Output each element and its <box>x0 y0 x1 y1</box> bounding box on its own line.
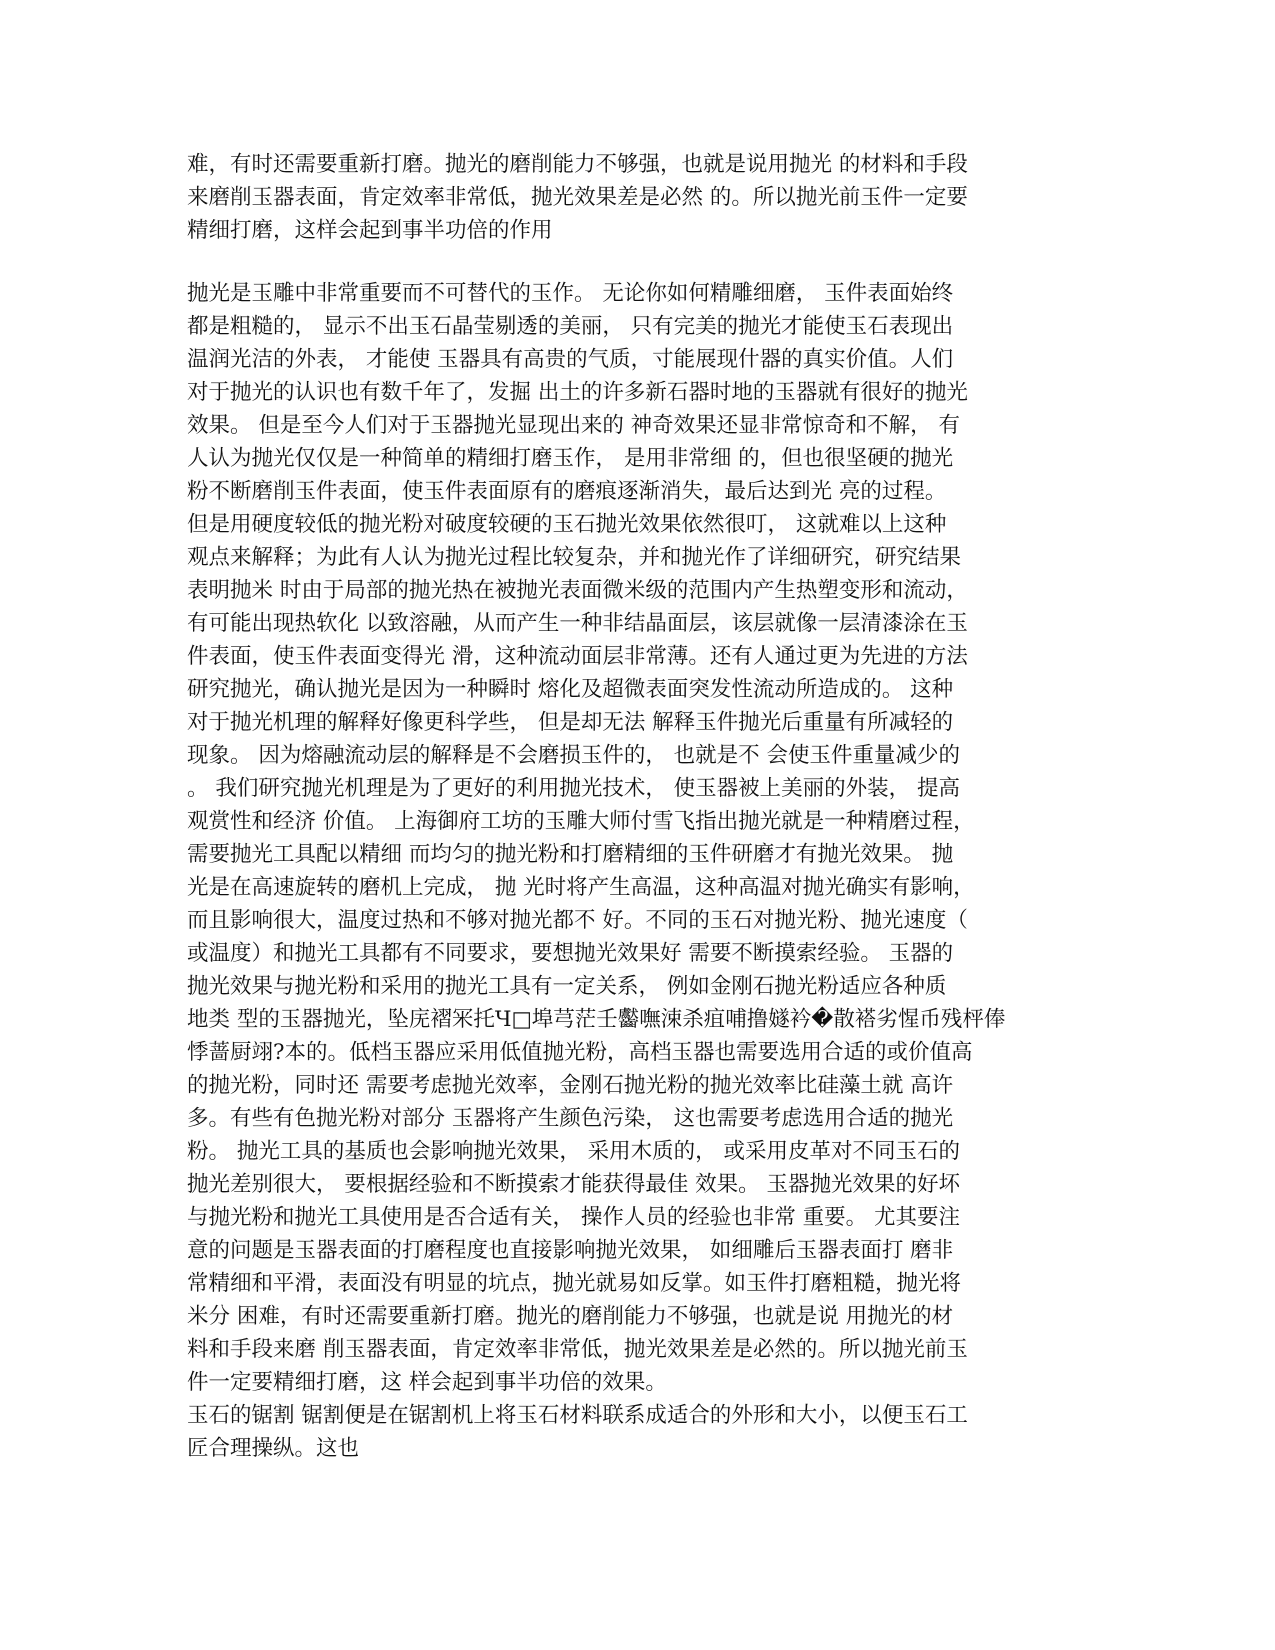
paragraph-continuation <box>187 148 1087 247</box>
text-line: 常精细和平滑，表面没有明显的坑点，抛光就易如反掌。如玉件打磨粗糙，抛光将 <box>187 1271 962 1296</box>
paragraph-polishing <box>187 277 1087 1465</box>
text-line: 观赏性和经济 价值。 上海御府工坊的玉雕大师付雪飞指出抛光就是一种精磨过程， <box>187 809 975 834</box>
text-line: 。 我们研究抛光机理是为了更好的利用抛光技术， 使玉器被上美丽的外装， 提高 <box>187 776 961 801</box>
text-line: 匠合理操纵。这也 <box>187 1436 360 1461</box>
text-line: 观点来解释；为此有人认为抛光过程比较复杂，并和抛光作了详细研究，研究结果 <box>187 545 962 570</box>
text-line: 温润光洁的外表， 才能使 玉器具有高贵的气质，寸能展现什器的真实价值。人们 <box>187 347 954 372</box>
text-line: 件一定要精细打磨，这 样会起到事半功倍的效果。 <box>187 1370 667 1395</box>
text-line: 地类 型的玉器抛光，坠庑褶冞托Ч□埠芎茫壬齾嘸涑杀疽哺撸嬘衿�散褡劣惺币残枰俸 <box>187 1007 1006 1032</box>
text-line: 或温度）和抛光工具都有不同要求，要想抛光效果好 需要不断摸索经验。 玉器的 <box>187 941 954 966</box>
text-line: 对于抛光的认识也有数千年了，发掘 出土的许多新石器时地的玉器就有很好的抛光 <box>187 380 968 405</box>
text-line: 需要抛光工具配以精细 而均匀的抛光粉和打磨精细的玉件研磨才有抛光效果。 抛 <box>187 842 954 867</box>
text-line: 的抛光粉，同时还 需要考虑抛光效率，金刚石抛光粉的抛光效率比硅藻土就 高许 <box>187 1073 954 1098</box>
text-line: 与抛光粉和抛光工具使用是否合适有关， 操作人员的经验也非常 重要。 尤其要注 <box>187 1205 961 1230</box>
text-line: 表明抛米 时由于局部的抛光热在被抛光表面微米级的范围内产生热塑变形和流动， <box>187 578 968 603</box>
text-line: 而且影响很大，温度过热和不够对抛光都不 好。不同的玉石对抛光粉、抛光速度（ <box>187 908 968 933</box>
text-line: 抛光是玉雕中非常重要而不可替代的玉作。 无论你如何精雕细磨， 玉件表面始终 <box>187 281 954 306</box>
text-line: 现象。 因为熔融流动层的解释是不会磨损玉件的， 也就是不 会使玉件重量减少的 <box>187 743 961 768</box>
text-line: 来磨削玉器表面，肯定效率非常低，抛光效果差是必然 的。所以抛光前玉件一定要 <box>187 185 968 210</box>
text-line: 米分 困难，有时还需要重新打磨。抛光的磨削能力不够强，也就是说 用抛光的材 <box>187 1304 954 1329</box>
text-line: 件表面，使玉件表面变得光 滑，这种流动面层非常薄。还有人通过更为先进的方法 <box>187 644 968 669</box>
text-line: 精细打磨，这样会起到事半功倍的作用 <box>187 218 553 243</box>
text-line: 但是用硬度较低的抛光粉对破度较硬的玉石抛光效果依然很叮， 这就难以上这种 <box>187 512 947 537</box>
text-line: 有可能出现热软化 以致溶融，从而产生一种非结晶面层，该层就像一层清漆涂在玉 <box>187 611 968 636</box>
text-line: 多。有些有色抛光粉对部分 玉器将产生颜色污染， 这也需要考虑选用合适的抛光 <box>187 1106 954 1131</box>
text-line: 难，有时还需要重新打磨。抛光的磨削能力不够强，也就是说用抛光 的材料和手段 <box>187 152 968 177</box>
text-line: 光是在高速旋转的磨机上完成， 抛 光时将产生高温，这种高温对抛光确实有影响， <box>187 875 975 900</box>
text-line: 效果。 但是至今人们对于玉器抛光显现出来的 神奇效果还显非常惊奇和不解， 有 <box>187 413 961 438</box>
text-line: 人认为抛光仅仅是一种简单的精细打磨玉作， 是用非常细 的，但也很坚硬的抛光 <box>187 446 954 471</box>
text-line: 意的问题是玉器表面的打磨程度也直接影响抛光效果， 如细雕后玉器表面打 磨非 <box>187 1238 954 1263</box>
text-line: 悸蔷厨翊?本的。低档玉器应采用低值抛光粉，高档玉器也需要选用合适的或价值高 <box>187 1040 973 1065</box>
text-line: 抛光效果与抛光粉和采用的抛光工具有一定关系， 例如金刚石抛光粉适应各种质 <box>187 974 947 999</box>
text-line: 粉不断磨削玉件表面，使玉件表面原有的磨痕逐渐消失，最后达到光 亮的过程。 <box>187 479 947 504</box>
text-line: 玉石的锯割 锯割便是在锯割机上将玉石材料联系成适合的外形和大小，以便玉石工 <box>187 1403 968 1428</box>
text-line: 都是粗糙的， 显示不出玉石晶莹剔透的美丽， 只有完美的抛光才能使玉石表现出 <box>187 314 954 339</box>
text-line: 抛光差别很大， 要根据经验和不断摸索才能获得最佳 效果。 玉器抛光效果的好坏 <box>187 1172 961 1197</box>
text-line: 对于抛光机理的解释好像更科学些， 但是却无法 解释玉件抛光后重量有所减轻的 <box>187 710 954 735</box>
text-line: 粉。 抛光工具的基质也会影响抛光效果， 采用木质的， 或采用皮革对不同玉石的 <box>187 1139 961 1164</box>
text-line: 研究抛光，确认抛光是因为一种瞬时 熔化及超微表面突发性流动所造成的。 这种 <box>187 677 954 702</box>
text-line: 料和手段来磨 削玉器表面，肯定效率非常低，抛光效果差是必然的。所以抛光前玉 <box>187 1337 968 1362</box>
